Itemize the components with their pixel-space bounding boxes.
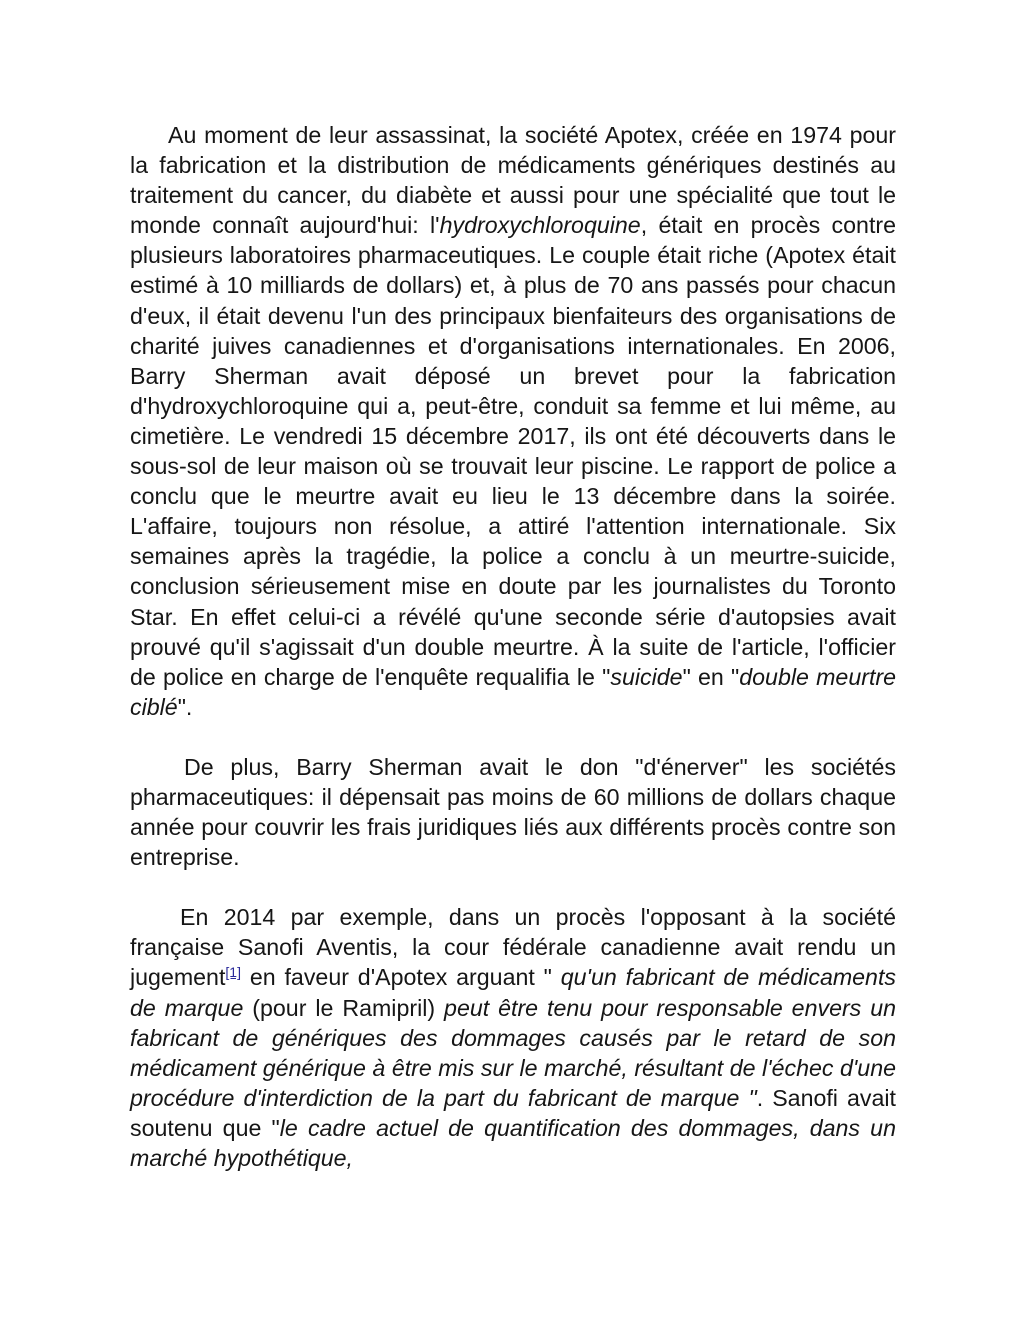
footnote-link[interactable]: [1]: [225, 964, 241, 981]
text-segment: " en ": [682, 663, 740, 690]
text-segment: En 2014 par exemple, dans un procès l'opposant à la société française Sanofi Aventis, la cour fédérale canadienne avait rendu un jugement: [130, 904, 896, 991]
paragraph-apotex-murder: [130, 120, 896, 722]
italic-segment: le cadre actuel de quantification des dommages, dans un marché hypothétique,: [130, 1114, 896, 1171]
italic-segment: peut être tenu pour responsable envers un fabricant de génériques des dommages causés par le retard de son médicament générique à être mis sur le marché, résultant de l'échec d'une procédure d'interdiction de la part du fabricant de marque ": [130, 994, 897, 1111]
text-segment: . Sanofi avait soutenu que ": [130, 1084, 896, 1141]
italic-segment: qu'un fabricant de médicaments de marque: [130, 964, 896, 1021]
paragraph-sanofi-case: [130, 902, 896, 1173]
text-segment: Au moment de leur assassinat, la société Apotex, créée en 1974 pour la fabrication et la distribution de médicaments génériques destinés au traitement du cancer, du diabète et aussi pour une spécialité que tout le monde connaît aujourd'hui: l': [130, 122, 896, 239]
text-segment: ".: [177, 693, 193, 720]
paragraph-legal-costs: [130, 752, 896, 872]
text-segment: (pour le Ramipril): [243, 994, 445, 1021]
italic-segment: double meurtre ciblé: [130, 663, 897, 720]
text-segment: , était en procès contre plusieurs laboratoires pharmaceutiques. Le couple était riche (Apotex était estimé à 10 milliards de dollars) et, à plus de 70 ans passés pour chacun d'eux, il était devenu l'un des principaux bienfaiteurs des organisations de charité juives canadiennes et d'organisations internationales. En 2006, Barry Sherman avait déposé un brevet pour la fabrication d'hydroxychloroquine qui a, peut-être, conduit sa femme et lui même, au cimetière. Le vendredi 15 décembre 2017, ils ont été découverts dans le sous-sol de leur maison où se trouvait leur piscine. Le rapport de police a conclu que le meurtre avait eu lieu le 13 décembre dans la soirée. L'affaire, toujours non résolue, a attiré l'attention internationale. Six semaines après la tragédie, la police a conclu à un meurtre-suicide, conclusion sérieusement mise en doute par les journalistes du Toronto Star. En effet celui-ci a révélé qu'une seconde série d'autopsies avait prouvé qu'il s'agissait d'un double meurtre. À la suite de l'article, l'officier de police en charge de l'enquête requalifia le ": [130, 212, 897, 690]
text-segment: en faveur d'Apotex arguant ": [240, 964, 561, 991]
text-segment: De plus, Barry Sherman avait le don "d'énerver" les sociétés pharmaceutiques: il dépensait pas moins de 60 millions de dollars chaque année pour couvrir les frais juridiques liés aux différents procès contre son entreprise.: [130, 753, 896, 871]
italic-segment: hydroxychloroquine: [439, 212, 641, 239]
italic-segment: suicide: [610, 663, 683, 690]
document-page: [130, 120, 896, 1173]
